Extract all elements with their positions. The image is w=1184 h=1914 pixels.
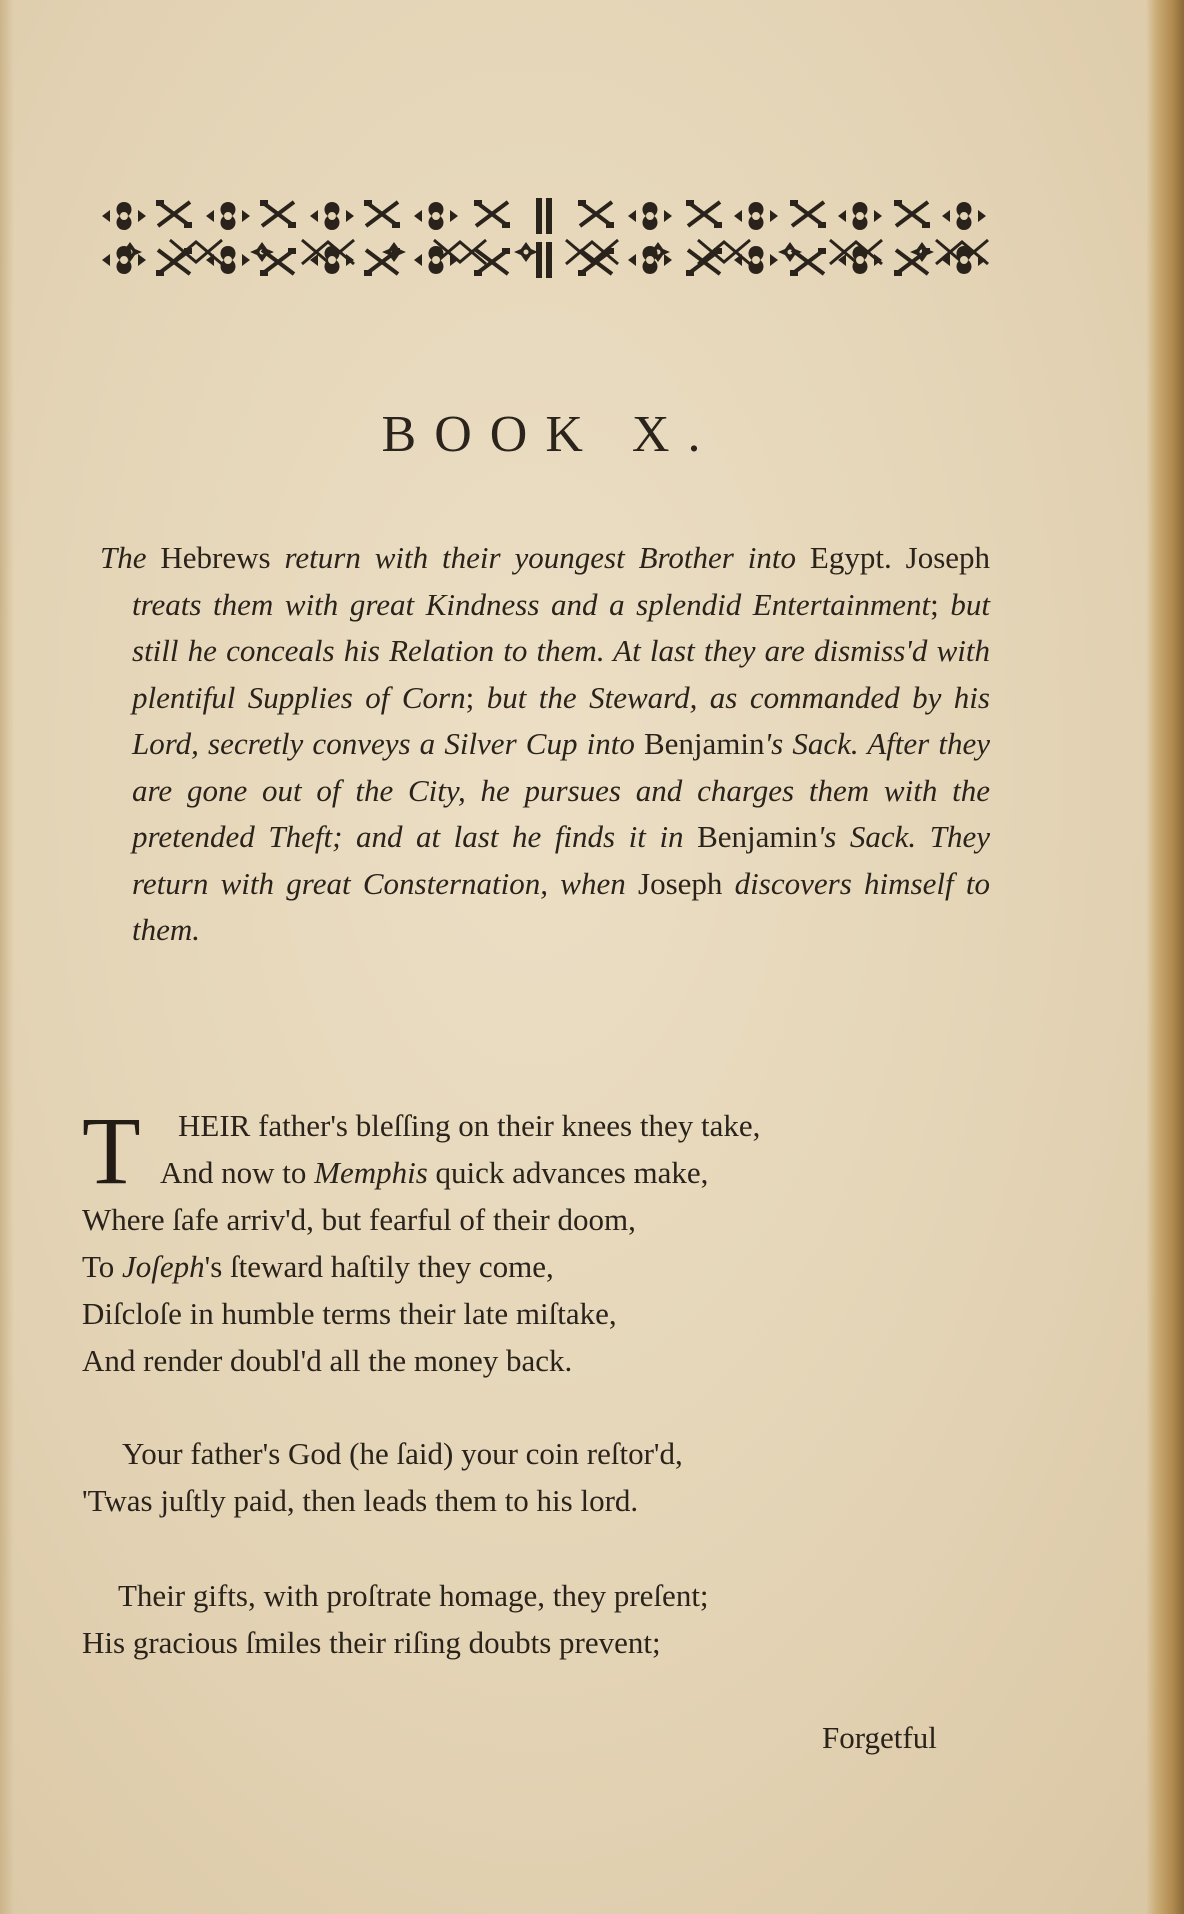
argument-segment: treats them with great Kindness and a splendid Entertainment [132, 586, 931, 622]
argument-segment: 's Sack. They return with great Consternation, when [132, 819, 990, 901]
argument-segment: Joseph [905, 540, 991, 575]
argument-segment [892, 540, 906, 575]
verse-text: quick advances make, [427, 1155, 709, 1190]
drop-cap: T [82, 1097, 141, 1204]
verse-text: Your father's God (he ſaid) your coin reſtor'd, [122, 1436, 683, 1471]
catchword: Forgetful [822, 1720, 937, 1755]
verse-line [82, 1149, 1002, 1196]
verse-line [82, 1619, 1002, 1666]
verse-text: Joſeph [122, 1249, 205, 1284]
chapter-argument [100, 535, 990, 954]
verse-text: To [82, 1249, 123, 1284]
verse-text: And now to [160, 1155, 315, 1190]
argument-segment: but the Steward, as commanded by his Lord, secretly conveys a Silver Cup into [132, 679, 990, 761]
verse-text: Their gifts, with proſtrate homage, they preſent; [118, 1578, 709, 1613]
verse-text: HEIR father's bleſſing on their knees they take, [178, 1108, 761, 1143]
verse-line [82, 1430, 1002, 1477]
verse-line [82, 1572, 1002, 1619]
argument-segment: Joseph [638, 865, 723, 901]
verse-text: His gracious ſmiles their riſing doubts prevent; [82, 1625, 661, 1660]
argument-segment: return with their youngest Brother into [270, 540, 810, 575]
verse-text: 'Twas juſtly paid, then leads them to his lord. [82, 1483, 639, 1518]
argument-segment: 's Sack. After they are gone out of the City, he pursues and charges them with the pretended Theft; and at last he finds it in [132, 726, 990, 854]
verse-line [82, 1337, 1002, 1384]
verse-text: Where ſafe arriv'd, but fearful of their doom, [82, 1202, 636, 1237]
argument-segment: ; [930, 586, 951, 622]
argument-paragraph [100, 535, 990, 954]
printers-ornament-icon [96, 188, 994, 312]
verse-text: Memphis [314, 1155, 428, 1190]
verse-line [82, 1290, 1002, 1337]
verse-stanza-1 [82, 1097, 1002, 1384]
page-left-shadow [0, 0, 14, 1914]
page-right-edge [1146, 0, 1184, 1914]
book-title: BOOK X. [381, 406, 719, 463]
argument-segment: The [100, 540, 161, 575]
argument-segment: discovers himself to them. [132, 865, 990, 947]
argument-segment: Benjamin [697, 819, 818, 854]
verse-line [82, 1477, 1002, 1524]
verse-text: Diſcloſe in humble terms their late miſtake, [82, 1296, 617, 1331]
argument-segment: ; [465, 679, 487, 715]
verse-stanza-3 [82, 1572, 1002, 1666]
verse-stanza-2 [82, 1430, 1002, 1524]
verse-line [82, 1243, 1002, 1290]
verse-text: 's ſteward haſtily they come, [204, 1249, 554, 1284]
verse-text: And render doubl'd all the money back. [82, 1343, 573, 1378]
verse-line [82, 1102, 1002, 1149]
argument-segment: Hebrews [160, 540, 271, 575]
argument-segment: but still he conceals his Relation to them. At last they are dismiss'd with plentiful Supplies of Corn [132, 586, 990, 715]
argument-segment: Egypt. [809, 540, 892, 575]
argument-segment: Benjamin [643, 726, 765, 761]
verse-line [82, 1196, 1002, 1243]
